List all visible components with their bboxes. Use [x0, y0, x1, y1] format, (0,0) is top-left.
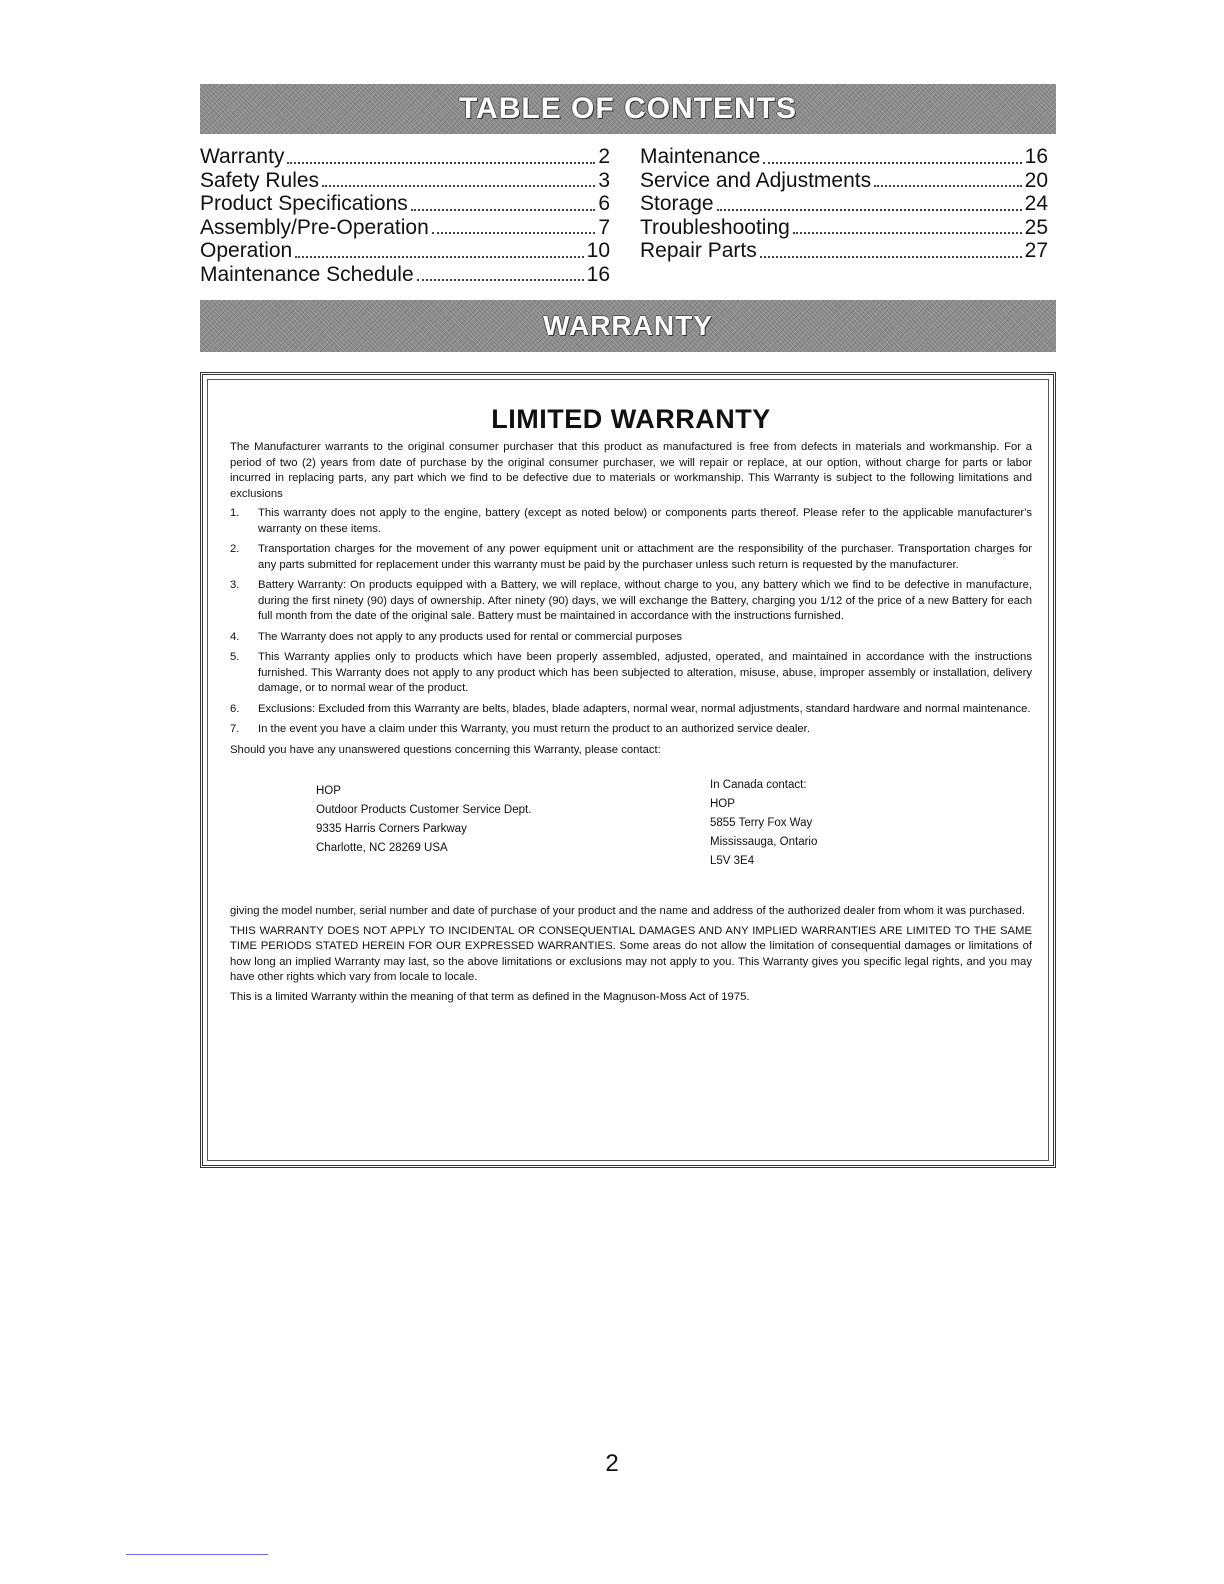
toc-entry-storage[interactable] [640, 192, 1048, 216]
canada-address-postal: L5V 3E4 [710, 855, 755, 867]
toc-entry-maintenance-schedule[interactable] [200, 263, 610, 287]
toc-entry-page: 6 [598, 192, 610, 215]
toc-leader-dots [874, 179, 1022, 187]
warranty-item [230, 578, 1032, 625]
toc-entry-safety-rules[interactable] [200, 169, 610, 193]
toc-entry-page: 10 [586, 239, 610, 262]
warranty-item-number: 2. [230, 543, 240, 555]
toc-entry-label: Operation [200, 239, 293, 262]
toc-entry-label: Repair Parts [640, 239, 757, 262]
toc-leader-dots [760, 250, 1022, 258]
toc-entry-label: Storage [640, 192, 714, 215]
toc-leader-dots [793, 226, 1022, 234]
toc-entry-assembly[interactable] [200, 216, 610, 240]
canada-contact-label: In Canada contact: [710, 779, 807, 791]
toc-entry-page: 7 [598, 215, 610, 239]
toc-entry-label: Maintenance Schedule [200, 262, 414, 286]
toc-entry-repair-parts[interactable] [640, 239, 1048, 263]
warranty-banner-title: WARRANTY [543, 310, 713, 341]
us-address-city: Charlotte, NC 28269 USA [316, 842, 448, 854]
warranty-banner [200, 300, 1056, 352]
toc-entry-operation[interactable] [200, 239, 610, 263]
warranty-item-text: This Warranty applies only to products which have been properly assembled, adjusted, operated, and maintained in accordance with the instructions furnished. This Warranty does not apply to any product which has been subjected to alteration, misuse, abuse, improper assembly or installation, delivery damage, or to normal wear of the product. [258, 651, 1032, 694]
toc-leader-dots [417, 273, 584, 281]
toc-entry-product-specifications[interactable] [200, 192, 610, 216]
toc-entry-maintenance[interactable] [640, 145, 1048, 169]
toc-leader-dots [287, 156, 595, 164]
toc-title: TABLE OF CONTENTS [458, 92, 798, 125]
toc-leader-dots [295, 250, 583, 258]
us-address [316, 782, 531, 858]
page-number: 2 [605, 1450, 619, 1477]
warranty-item [230, 650, 1032, 697]
warranty-item [230, 542, 1032, 573]
toc-leader-dots [717, 203, 1022, 211]
contact-prompt: Should you have any unanswered questions concerning this Warranty, please contact: [230, 743, 661, 756]
toc-right-column [640, 145, 1048, 263]
toc-entry-warranty[interactable] [200, 145, 610, 169]
warranty-item-number: 4. [230, 630, 240, 643]
canada-address-city: Mississauga, Ontario [710, 836, 818, 848]
toc-entry-page: 20 [1024, 168, 1048, 192]
toc-entry-label: Assembly/Pre-Operation [200, 215, 429, 239]
giving-info: giving the model number, serial number and date of purchase of your product and the name and address of the authorized dealer from whom it was purchased. [230, 905, 1026, 917]
warranty-item-number: 5. [230, 651, 240, 663]
toc-entry-service-adjustments[interactable] [640, 169, 1048, 193]
toc-leader-dots [322, 179, 595, 187]
contact-addresses [230, 776, 1032, 904]
us-address-company: HOP [316, 785, 341, 797]
toc-entry-troubleshooting[interactable] [640, 216, 1048, 240]
us-address-street: 9335 Harris Corners Parkway [316, 823, 467, 835]
toc-leader-dots [432, 226, 596, 234]
toc-entry-label: Safety Rules [200, 168, 320, 192]
toc-entry-label: Maintenance [640, 145, 761, 168]
warranty-intro: The Manufacturer warrants to the original consumer purchaser that this product as manufactured is free from defects in materials and workmanship. For a period of two (2) years from date of purchase by the original consumer purchaser, we will repair or replace, at our option, without charge for parts or labor incurred in replacing parts, any part which we find to be defective due to materials or workmanship. This Warranty is subject to the following limitations and exclusions [230, 441, 1032, 500]
toc-entry-page: 16 [1024, 145, 1048, 168]
toc-entry-label: Product Specifications [200, 192, 408, 215]
toc-leader-dots [411, 203, 596, 211]
warranty-item-number: 7. [230, 723, 240, 735]
toc-leader-dots [763, 156, 1021, 164]
toc-entry-label: Warranty [200, 145, 285, 168]
toc-entry-label: Troubleshooting [640, 215, 790, 239]
warranty-item [230, 630, 1032, 646]
toc-entry-page: 24 [1024, 192, 1048, 215]
warranty-item-text: The Warranty does not apply to any products used for rental or commercial purposes [258, 630, 683, 643]
limited-warranty-content [207, 379, 1049, 1161]
warranty-item-number: 1. [230, 507, 240, 519]
canada-address [710, 776, 817, 871]
warranty-item [230, 506, 1032, 537]
toc-entry-page: 16 [586, 262, 610, 286]
warranty-item-text: This warranty does not apply to the engine, battery (except as noted below) or components parts thereof. Please refer to the applicable manufacturer's warranty on these items. [258, 507, 1032, 535]
warranty-item-number: 3. [230, 579, 240, 591]
toc-entry-label: Service and Adjustments [640, 168, 872, 192]
us-address-department: Outdoor Products Customer Service Dept. [316, 804, 532, 816]
warranty-item [230, 722, 1032, 738]
warranty-item-text: In the event you have a claim under this Warranty, you must return the product to an authorized service dealer. [258, 723, 810, 735]
toc-entry-page: 3 [598, 168, 610, 192]
limited-warranty-title: LIMITED WARRANTY [491, 404, 771, 434]
toc-left-column [200, 145, 610, 286]
toc-entry-page: 25 [1024, 215, 1048, 239]
warranty-disclaimer: THIS WARRANTY DOES NOT APPLY TO INCIDENTAL OR CONSEQUENTIAL DAMAGES AND ANY IMPLIED WARRANTIES ARE LIMITED TO THE SAME TIME PERIODS STATED HEREIN FOR OUR EXPRESSED WARRANTIES. Some areas do not allow the limitation of consequential damages or limitations of how long an implied Warranty may last, so the above limitations or exclusions may not apply to you. This Warranty gives you specific legal rights, and you may have other rights which vary from locale to locale. [230, 924, 1032, 983]
warranty-item-text: Transportation charges for the movement of any power equipment unit or attachment are the responsibility of the purchaser. Transportation charges for any parts submitted for replacement under this warranty must be paid by the purchaser unless such return is requested by the manufacturer. [258, 543, 1032, 571]
warranty-item-number: 6. [230, 702, 240, 715]
footer-rule [126, 1554, 268, 1555]
toc-entry-page: 27 [1024, 239, 1048, 262]
warranty-item [230, 702, 1032, 718]
canada-address-company: HOP [710, 798, 735, 810]
toc-entry-page: 2 [598, 145, 610, 168]
magnuson-moss-statement: This is a limited Warranty within the meaning of that term as defined in the Magnuson-Moss Act of 1975. [230, 990, 750, 1003]
toc-banner [200, 84, 1056, 134]
canada-address-street: 5855 Terry Fox Way [710, 817, 813, 829]
limited-warranty-box [200, 372, 1056, 1168]
warranty-item-text: Exclusions: Excluded from this Warranty are belts, blades, blade adapters, normal wear, normal adjustments, standard hardware and normal maintenance. [258, 702, 1031, 715]
warranty-item-text: Battery Warranty: On products equipped with a Battery, we will replace, without charge to you, any battery which we find to be defective in manufacture, during the first ninety (90) days of ownership. After ninety (90) days, we will exchange the Battery, charging you 1/12 of the price of a new Battery for each full month from the date of the original sale. Battery must be maintained in accordance with the instructions furnished. [258, 579, 1032, 622]
